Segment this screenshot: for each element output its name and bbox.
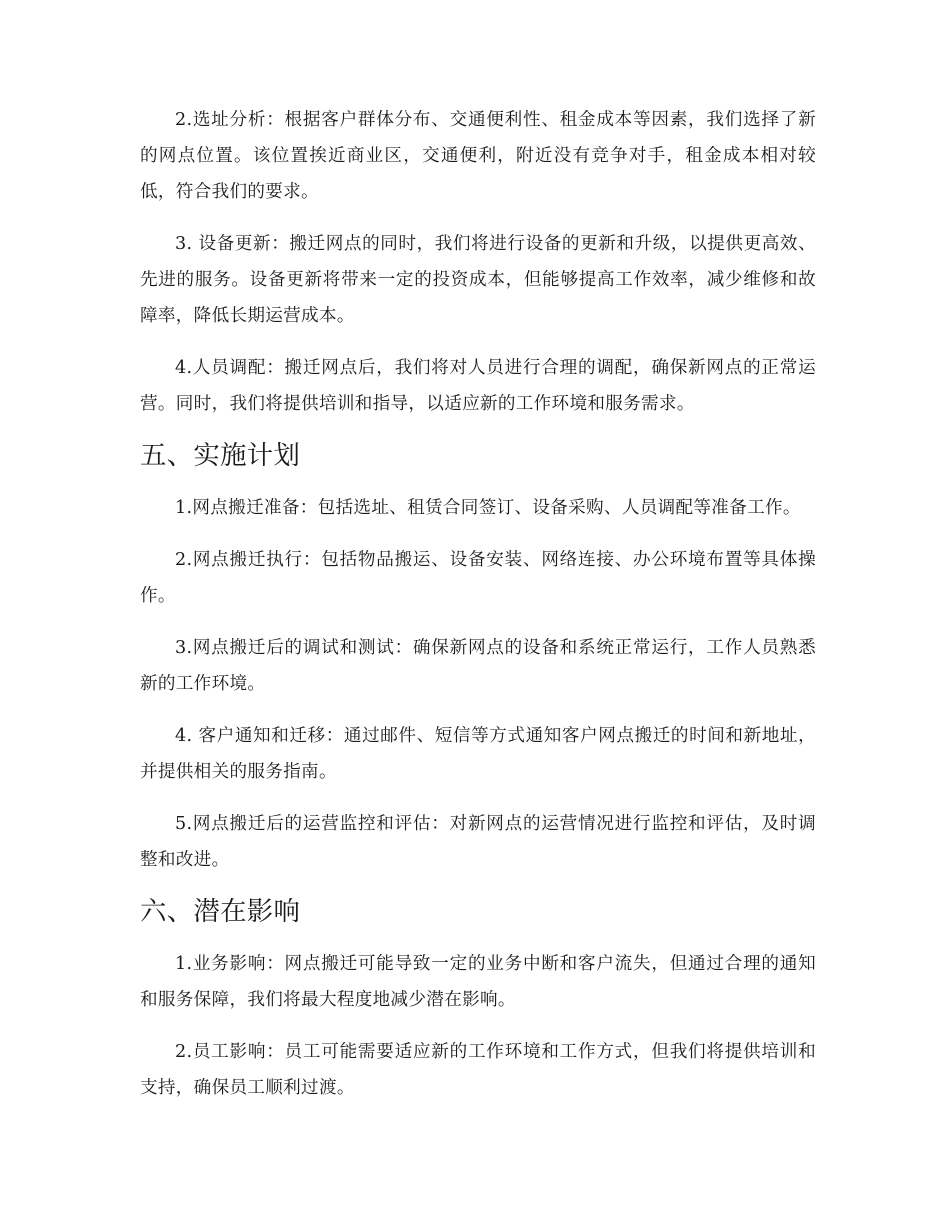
paragraph-business-impact: 1.业务影响：网点搬迁可能导致一定的业务中断和客户流失，但通过合理的通知和服务保障，我们将最大程度地减少潜在影响。 (140, 954, 816, 1010)
paragraph-site-analysis: 2.选址分析：根据客户群体分布、交通便利性、租金成本等因素，我们选择了新的网点位置。该位置挨近商业区，交通便利，附近没有竞争对手，租金成本相对较低，符合我们的要求。 (140, 110, 816, 202)
paragraph-relocation-execution: 2.网点搬迁执行：包括物品搬运、设备安装、网络连接、办公环境布置等具体操作。 (140, 550, 816, 606)
paragraph-relocation-preparation: 1.网点搬迁准备：包括选址、租赁合同签订、设备采购、人员调配等准备工作。 (175, 498, 801, 518)
section-heading-potential-impact: 六、潜在影响 (140, 896, 301, 927)
paragraph-debug-and-test: 3.网点搬迁后的调试和测试：确保新网点的设备和系统正常运行，工作人员熟悉新的工作环境。 (140, 638, 816, 694)
paragraph-operations-monitoring: 5.网点搬迁后的运营监控和评估：对新网点的运营情况进行监控和评估，及时调整和改进。 (140, 814, 816, 870)
section-heading-implementation-plan: 五、实施计划 (140, 440, 301, 471)
document-body (140, 102, 816, 1122)
paragraph-equipment-update: 3. 设备更新：搬迁网点的同时，我们将进行设备的更新和升级，以提供更高效、先进的服务。设备更新将带来一定的投资成本，但能够提高工作效率，减少维修和故障率，降低长期运营成本。 (140, 234, 816, 326)
paragraph-staff-allocation: 4.人员调配：搬迁网点后，我们将对人员进行合理的调配，确保新网点的正常运营。同时，我们将提供培训和指导，以适应新的工作环境和服务需求。 (140, 358, 816, 414)
paragraph-employee-impact: 2.员工影响：员工可能需要适应新的工作环境和工作方式，但我们将提供培训和支持，确保员工顺利过渡。 (140, 1042, 816, 1098)
paragraph-customer-notification: 4. 客户通知和迁移：通过邮件、短信等方式通知客户网点搬迁的时间和新地址，并提供相关的服务指南。 (140, 726, 816, 782)
